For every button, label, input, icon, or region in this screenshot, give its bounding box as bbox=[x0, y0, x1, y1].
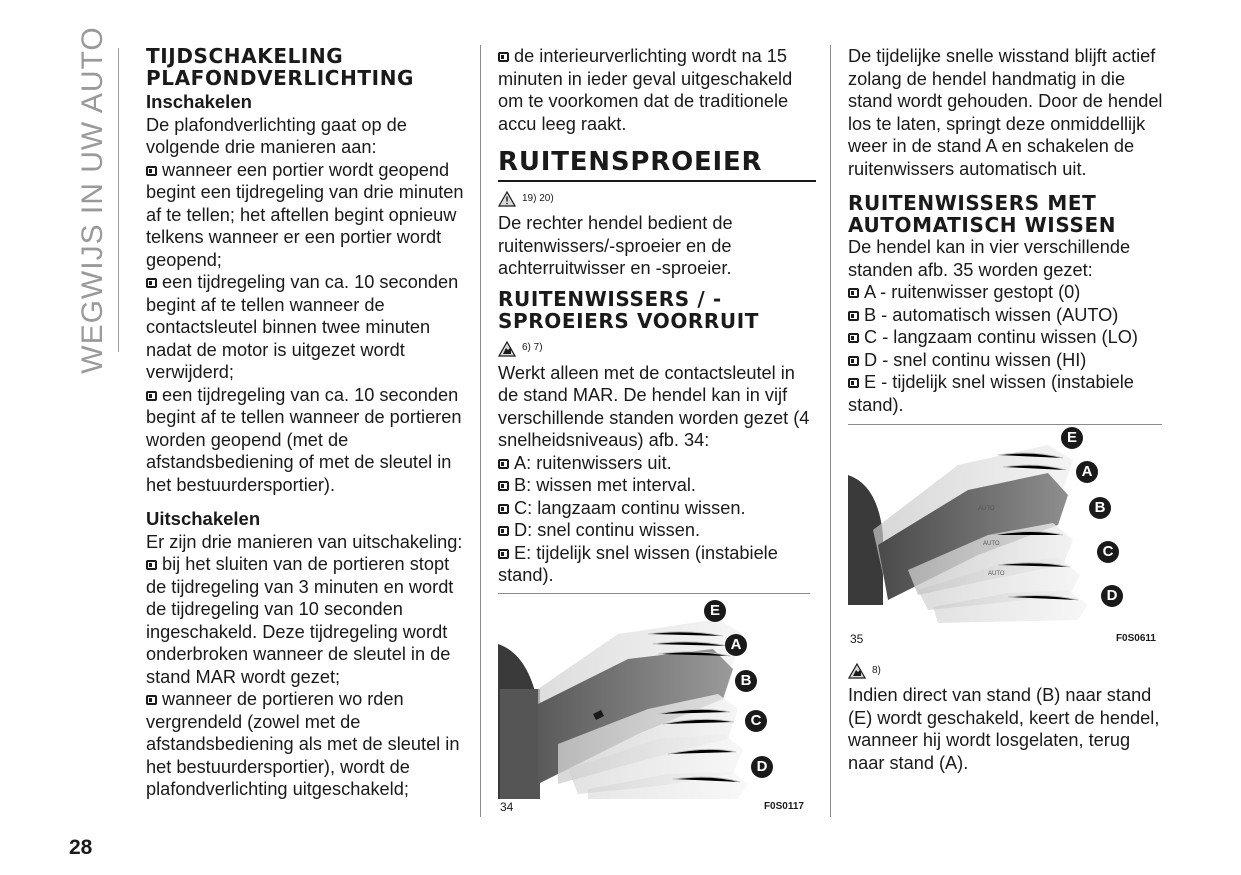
section-title-text: WEGWIJS IN UW AUTO bbox=[76, 26, 109, 374]
svg-text:AUTO: AUTO bbox=[978, 506, 995, 512]
note-refs: 8) bbox=[872, 664, 881, 676]
bullet-item: B: wissen met interval. bbox=[498, 474, 816, 497]
bullet-item: de interieurverlichting wordt na 15 minuten in ieder geval uitgeschakeld om te voorkomen dat de traditionele accu leeg raakt. bbox=[498, 46, 793, 134]
figure-label: D bbox=[1101, 585, 1123, 607]
bullet-item: D: snel continu wissen. bbox=[498, 519, 816, 542]
subheading-uitschakelen: Uitschakelen bbox=[146, 508, 261, 529]
bullet-square-icon bbox=[498, 52, 509, 62]
figure-34 bbox=[498, 593, 810, 819]
svg-text:AUTO: AUTO bbox=[983, 541, 1000, 547]
bullet-item: C - langzaam continu wissen (LO) bbox=[848, 326, 1168, 349]
paragraph: Er zijn drie manieren van uitschakeling: bbox=[146, 531, 463, 552]
bullet-item: A - ruitenwisser gestopt (0) bbox=[848, 281, 1168, 304]
figure-code: F0S0611 bbox=[1115, 632, 1156, 644]
side-section-title bbox=[62, 26, 124, 374]
note-hand-icon bbox=[848, 663, 866, 679]
note-reference bbox=[498, 338, 816, 360]
figure-code: F0S0117 bbox=[763, 801, 804, 812]
figure-label: B bbox=[735, 670, 757, 692]
warning-refs: 19) 20) bbox=[522, 192, 554, 204]
figure-label: C bbox=[1097, 541, 1119, 563]
figure-label: A bbox=[725, 634, 747, 656]
bullet-square-icon bbox=[848, 311, 859, 321]
bullet-item: wanneer de portieren wo rden vergrendeld (zowel met de afstandsbediening als met de sleutel in het bestuurdersportier), wordt de plafondverlichting uitgeschakeld; bbox=[146, 689, 460, 799]
bullet-item: B - automatisch wissen (AUTO) bbox=[848, 304, 1168, 327]
figure-label: D bbox=[751, 756, 773, 778]
column-divider bbox=[480, 45, 481, 817]
bullet-square-icon bbox=[498, 459, 509, 469]
paragraph: De plafondverlichting gaat op de volgende drie manieren aan: bbox=[146, 114, 407, 157]
note-refs: 6) 7) bbox=[522, 342, 543, 354]
note-hand-icon bbox=[498, 341, 516, 357]
svg-text:AUTO: AUTO bbox=[988, 571, 1005, 577]
bullet-square-icon bbox=[498, 504, 509, 514]
heading-automatisch-wissen: RUITENWISSERS MET AUTOMATISCH WISSEN bbox=[848, 191, 1117, 237]
bullet-square-icon bbox=[146, 695, 157, 705]
paragraph: Indien direct van stand (B) naar stand (E) wordt geschakeld, keert de hendel, wanneer hij wordt losgelaten, terug naar stand (A). bbox=[848, 685, 1160, 773]
paragraph: De tijdelijke snelle wisstand blijft actief zolang de hendel handmatig in die stand wordt gehouden. Door de hendel los te laten, springt deze onmiddellijk weer in de stand A en schakelen de ruitenwissers automatisch uit. bbox=[848, 46, 1163, 179]
figure-number: 35 bbox=[850, 631, 864, 646]
bullet-square-icon bbox=[848, 356, 859, 366]
paragraph: De hendel kan in vier verschillende standen afb. 35 worden gezet: bbox=[848, 237, 1131, 280]
subheading-inschakelen: Inschakelen bbox=[146, 91, 252, 112]
bullet-square-icon bbox=[848, 288, 859, 298]
figure-label: C bbox=[745, 710, 767, 732]
bullet-item: D - snel continu wissen (HI) bbox=[848, 349, 1168, 372]
column-divider bbox=[830, 45, 831, 817]
bullet-square-icon bbox=[146, 278, 157, 288]
side-divider bbox=[118, 48, 119, 352]
figure-number: 34 bbox=[500, 800, 514, 814]
heading-ruitensproeier: RUITENSPROEIER bbox=[498, 147, 816, 182]
bullet-square-icon bbox=[848, 333, 859, 343]
bullet-square-icon bbox=[146, 560, 157, 570]
bullet-item: wanneer een portier wordt geopend begint een tijdregeling van drie minuten af te tellen; het aftellen begint opnieuw telkens wanneer er een portier wordt geopend; bbox=[146, 159, 464, 270]
bullet-item: E: tijdelijk snel wissen (instabiele stand). bbox=[498, 542, 778, 585]
warning-reference bbox=[498, 188, 816, 210]
paragraph: De rechter hendel bedient de ruitenwissers/-sproeier en de achterruitwisser en -sproeier. bbox=[498, 213, 733, 278]
bullet-square-icon bbox=[146, 166, 157, 176]
warning-triangle-icon bbox=[498, 191, 516, 207]
bullet-square-icon bbox=[498, 549, 509, 559]
bullet-square-icon bbox=[848, 378, 859, 388]
figure-label: E bbox=[1061, 427, 1083, 449]
figure-label: B bbox=[1089, 497, 1111, 519]
column-1 bbox=[146, 45, 464, 801]
heading-tijdschakeling: TIJDSCHAKELING PLAFONDVERLICHTING bbox=[146, 44, 415, 90]
bullet-item: bij het sluiten van de portieren stopt de tijdregeling van 3 minuten en wordt de tijdregeling van 10 seconden ingeschakeld. Deze tijdregeling wordt onderbroken wanneer de sleutel in de stand MAR wordt gezet; bbox=[146, 554, 454, 687]
bullet-item: C: langzaam continu wissen. bbox=[498, 497, 816, 520]
bullet-square-icon bbox=[498, 526, 509, 536]
figure-label: A bbox=[1076, 461, 1098, 483]
heading-ruitenwissers-voorruit: RUITENWISSERS / -SPROEIERS VOORRUIT bbox=[498, 286, 760, 333]
bullet-item: A: ruitenwissers uit. bbox=[498, 452, 816, 475]
note-reference bbox=[848, 660, 1168, 682]
bullet-square-icon bbox=[498, 481, 509, 491]
figure-35 bbox=[848, 424, 1162, 650]
page-number: 28 bbox=[69, 836, 93, 859]
column-3 bbox=[848, 45, 1168, 774]
paragraph: Werkt alleen met de contactsleutel in de stand MAR. De hendel kan in vijf verschillende standen worden gezet (4 snelheidsniveaus) afb. 34: bbox=[498, 362, 810, 450]
column-2 bbox=[498, 45, 816, 819]
bullet-item: een tijdregeling van ca. 10 seconden begint af te tellen wanneer de portieren worden geopend (met de afstandsbediening of met de sleutel in het bestuurdersportier). bbox=[146, 384, 462, 495]
bullet-square-icon bbox=[146, 391, 157, 401]
bullet-item: een tijdregeling van ca. 10 seconden begint af te tellen wanneer de contactsleutel binnen twee minuten nadat de motor is uitgezet wordt verwijderd; bbox=[146, 272, 459, 382]
bullet-item: E - tijdelijk snel wissen (instabiele stand). bbox=[848, 372, 1134, 415]
figure-label: E bbox=[704, 600, 726, 622]
